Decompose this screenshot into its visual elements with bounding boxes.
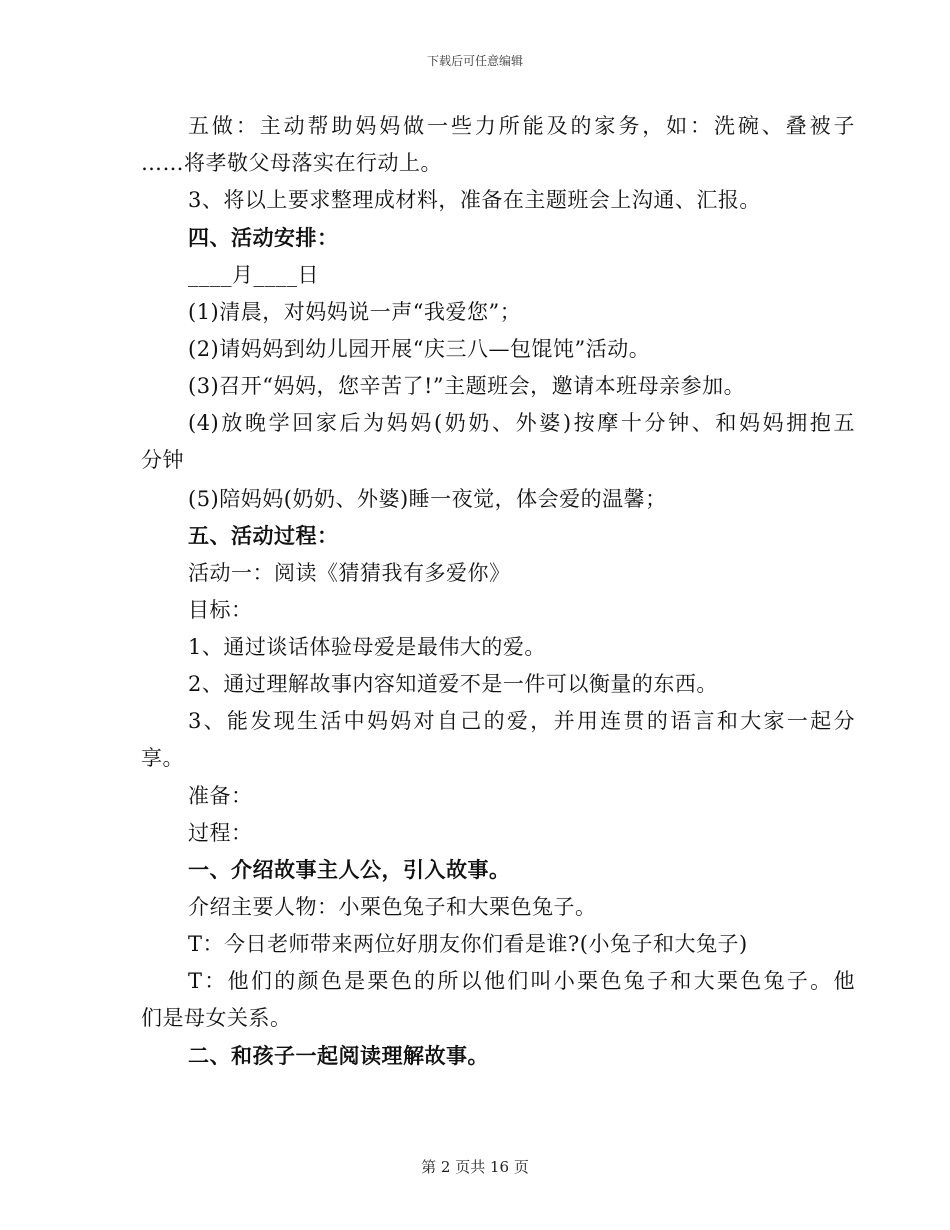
list-item: 1、通过谈话体验母爱是最伟大的爱。 — [188, 635, 546, 659]
paragraph-line: 目标： — [188, 598, 253, 622]
section-heading: 四、活动安排： — [188, 225, 339, 250]
section-heading: 一、介绍故事主人公，引入故事。 — [188, 857, 511, 882]
paragraph-line: T：今日老师带来两位好朋友你们看是谁?(小兔子和大兔子) — [188, 932, 748, 956]
section-heading: 二、和孩子一起阅读理解故事。 — [188, 1043, 489, 1068]
paragraph-line: 分钟 — [141, 448, 184, 472]
list-item: (5)陪妈妈(奶奶、外婆)睡一夜觉，体会爱的温馨； — [188, 487, 667, 511]
date-line: ____月____日 — [188, 263, 319, 287]
list-item: (4)放晚学回家后为妈妈(奶奶、外婆)按摩十分钟、和妈妈拥抱五 — [188, 411, 855, 435]
list-item: (2)请妈妈到幼儿园开展“庆三八—包馄饨”活动。 — [188, 337, 651, 361]
paragraph-line: 准备： — [188, 784, 253, 808]
paragraph-line: T：他们的颜色是栗色的所以他们叫小栗色兔子和大栗色兔子。他 — [188, 969, 855, 993]
list-item: 3、将以上要求整理成材料，准备在主题班会上沟通、汇报。 — [188, 188, 761, 212]
page-header: 下载后可任意编辑 — [426, 54, 523, 68]
paragraph-line: 享。 — [141, 746, 184, 770]
list-item: 3、能发现生活中妈妈对自己的爱，并用连贯的语言和大家一起分 — [188, 709, 855, 733]
paragraph-line: 活动一：阅读《猜猜我有多爱你》 — [188, 561, 511, 585]
page-footer: 第 2 页共 16 页 — [421, 1158, 529, 1176]
list-item: (3)召开“妈妈，您辛苦了!”主题班会，邀请本班母亲参加。 — [188, 374, 746, 398]
paragraph-line: 们是母女关系。 — [141, 1006, 292, 1030]
list-item: (1)清晨，对妈妈说一声“我爱您”； — [188, 300, 522, 324]
paragraph-line: 过程： — [188, 821, 253, 845]
paragraph-line: 五做：主动帮助妈妈做一些力所能及的家务，如：洗碗、叠被子 — [188, 114, 855, 138]
list-item: 2、通过理解故事内容知道爱不是一件可以衡量的东西。 — [188, 672, 718, 696]
paragraph-line: ……将孝敬父母落实在行动上。 — [141, 151, 442, 175]
paragraph-line: 介绍主要人物：小栗色兔子和大栗色兔子。 — [188, 895, 597, 919]
section-heading: 五、活动过程： — [188, 523, 339, 548]
